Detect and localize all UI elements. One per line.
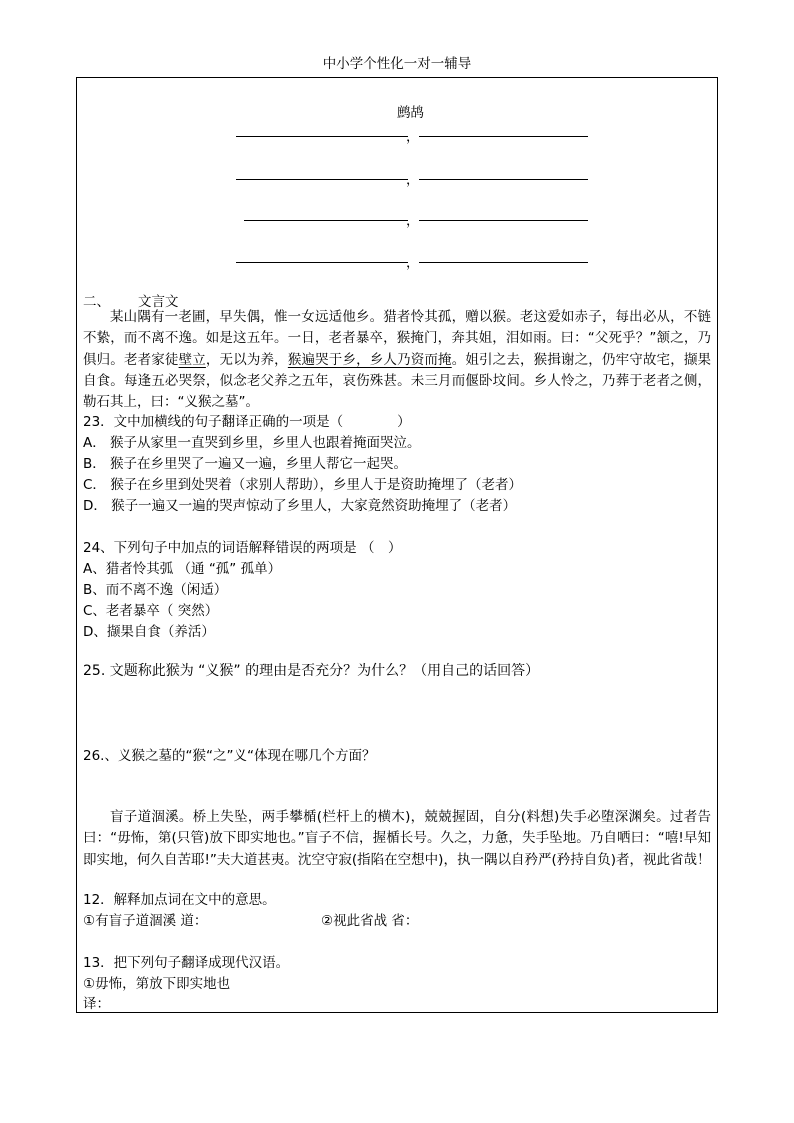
page-header: 中小学个性化一对一辅导 — [322, 56, 472, 72]
comma: ， — [406, 129, 420, 145]
question-12: 12．解释加点词在文中的意思。 — [83, 892, 276, 908]
blank-line[interactable] — [419, 136, 588, 137]
blank-line[interactable] — [244, 220, 408, 221]
option-a[interactable]: A、猎者怜其弧 （通 “孤” 孤单） — [83, 561, 282, 577]
q12-item-2: ②视此省战 省： — [321, 913, 419, 929]
option-a[interactable]: A． 猴子从家里一直哭到乡里，乡里人也跟着掩面哭泣。 — [83, 435, 421, 451]
poem-title: 鹧鸪 — [397, 105, 424, 121]
blank-line[interactable] — [419, 179, 588, 180]
option-d[interactable]: D、撷果自食（养活） — [83, 624, 215, 640]
option-d[interactable]: D． 猴子一遍又一遍的哭声惊动了乡里人，大家竟然资助掩埋了（老者） — [83, 498, 517, 514]
option-c[interactable]: C、老者暴卒（ 突然） — [83, 603, 219, 619]
q12-item-1: ①有盲子道涸溪 道： — [83, 913, 208, 929]
comma: ， — [406, 255, 420, 271]
passage-yihou — [83, 307, 711, 413]
q13-item-1: ①毋怖，第放下即实地也 — [83, 976, 231, 992]
blank-line[interactable] — [236, 136, 408, 137]
passage-mangzi: 盲子道涸溪。桥上失坠，两手攀楯(栏杆上的横木)，兢兢握固，自分(料想)失手必堕深渊矣。过者告曰：“毋怖，第(只管)放下即实地也。”盲子不信，握楯长号。久之，力惫，失手坠地。乃自哂曰：“嘻!早知即实地，何久自苦耶!”夫大道甚夷。沈空守寂(指陷在空想中)，执一隅以自矜严(矜持自负)者，视此省哉！ — [83, 809, 711, 868]
question-13: 13．把下列句子翻译成现代汉语。 — [83, 955, 290, 971]
section-number: 二、 — [83, 294, 110, 310]
option-b[interactable]: B． 猴子在乡里哭了一遍又一遍，乡里人帮它一起哭。 — [83, 456, 408, 472]
passage-text: 某山隅有一老圃，早失偶，惟一女远适他乡。猎者怜其孤，赠以猴。老这爱如赤子，每出必从，不链不絷，而不离不逸。如是这五年。一日，老者暴卒，猴掩门，奔其姐，泪如雨。曰：“父死乎？”颔之，乃俱归。老者家徒 — [83, 309, 711, 368]
question-25: 25. 文题称此猴为 “义猴” 的理由是否充分？为什么？（用自己的话回答） — [83, 663, 540, 679]
underlined-sentence: 猴遍哭于乡，乡人乃资而掩 — [287, 351, 452, 368]
translation-label: 译： — [83, 996, 110, 1012]
blank-line[interactable] — [419, 220, 588, 221]
section-title: 文言文 — [138, 294, 179, 310]
blank-line[interactable] — [236, 262, 408, 263]
comma: ， — [406, 172, 420, 188]
blank-line[interactable] — [236, 179, 408, 180]
underlined-phrase: 壁立 — [178, 351, 206, 368]
passage-text: 。姐引之去，猴揖谢之，仍牢守故宅，撷果自食。每逢五必哭祭，似念老父养之五年，哀伤殊甚。未三月而偃卧坟间。乡人怜之，乃葬于老者之侧，勒石其上，曰：“义猴之墓”。 — [83, 351, 712, 411]
question-26: 26.、义猴之墓的“猴“之”义“体现在哪几个方面？ — [83, 748, 376, 764]
comma: ， — [406, 213, 420, 229]
passage-text: ，无以为养， — [205, 351, 288, 368]
option-c[interactable]: C． 猴子在乡里到处哭着（求别人帮助），乡里人于是资助掩埋了（老者） — [83, 477, 522, 493]
question-24: 24、下列句子中加点的词语解释错误的两项是 （ ） — [83, 540, 402, 556]
option-b[interactable]: B、而不离不逸（闲适） — [83, 582, 228, 598]
question-23: 23．文中加横线的句子翻译正确的一项是（ ） — [83, 414, 411, 430]
blank-line[interactable] — [419, 262, 588, 263]
